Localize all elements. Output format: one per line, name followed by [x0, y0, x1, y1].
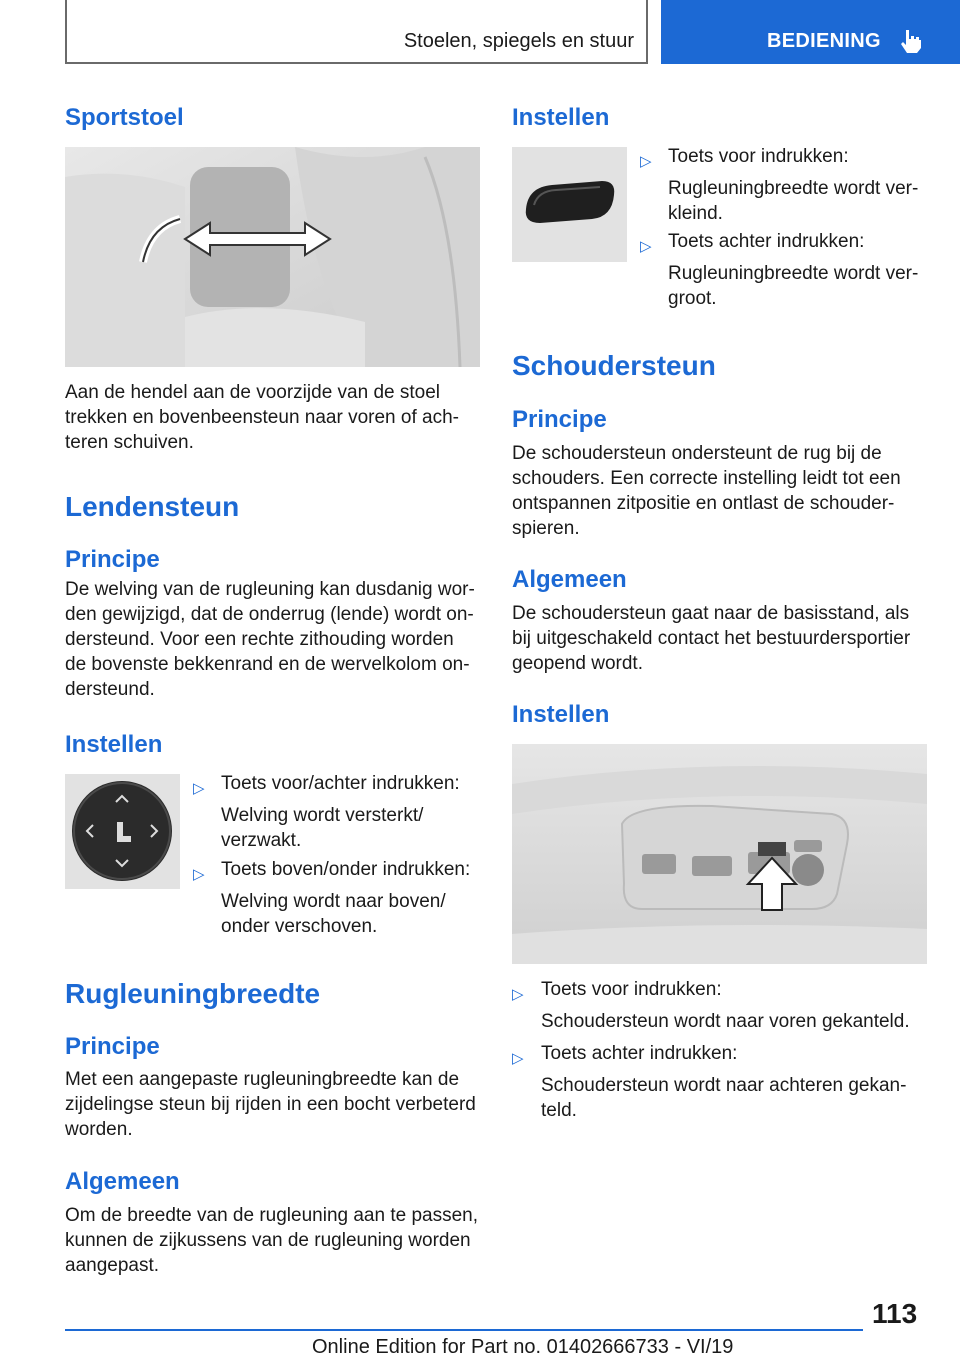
heading-principe: Principe [65, 546, 160, 573]
bullet-marker: ▷ [193, 866, 205, 883]
bullet-marker: ▷ [640, 153, 652, 170]
bullet-marker: ▷ [193, 780, 205, 797]
schoudersteun-algemeen-text [512, 601, 932, 676]
bullet-result: kleind. [668, 203, 723, 224]
width-button-image [512, 147, 627, 262]
bullet-result: Schoudersteun wordt naar voren gekanteld. [541, 1011, 910, 1032]
lendensteun-bullet-1 [221, 771, 483, 853]
bullet-action: Toets voor indrukken: [668, 146, 849, 167]
text-line: De welving van de rugleuning kan dusdanig wor- [65, 579, 475, 600]
rugleuningbreedte-principe-text [65, 1067, 485, 1142]
lendensteun-principe-text [65, 577, 485, 702]
bullet-result: Welving wordt naar boven/ [221, 891, 446, 912]
text-line: bij uitgeschakeld contact het bestuurdersportier [512, 628, 911, 649]
lendensteun-bullet-2 [221, 857, 483, 939]
bullet-result: groot. [668, 288, 717, 309]
text-line: geopend wordt. [512, 653, 643, 674]
page-number: 113 [872, 1298, 918, 1329]
text-line: dersteund. [65, 679, 155, 700]
bullet-marker: ▷ [512, 986, 524, 1003]
lumbar-control-image [65, 774, 180, 889]
text-line: De schoudersteun ondersteunt de rug bij de [512, 443, 882, 464]
bullet-action: Toets boven/onder indrukken: [221, 859, 471, 880]
bullet-action: Toets voor indrukken: [541, 979, 722, 1000]
schoudersteun-bullet-2 [541, 1041, 936, 1123]
heading-instellen: Instellen [512, 701, 610, 728]
text-line: kunnen de zijkussens van de rugleuning worden [65, 1230, 471, 1251]
heading-lendensteun: Lendensteun [65, 491, 240, 522]
bullet-result: onder verschoven. [221, 916, 378, 937]
bullet-result: teld. [541, 1100, 577, 1121]
text-line: teren schuiven. [65, 432, 194, 453]
heading-principe: Principe [65, 1033, 160, 1060]
heading-sportstoel: Sportstoel [65, 104, 184, 131]
text-line: aangepast. [65, 1255, 160, 1276]
footer-divider [65, 1329, 863, 1331]
text-line: trekken en bovenbeensteun naar voren of ach- [65, 407, 459, 428]
bullet-action: Toets achter indrukken: [541, 1043, 738, 1064]
text-line: Met een aangepaste rugleuningbreedte kan de [65, 1069, 460, 1090]
heading-schoudersteun: Schoudersteun [512, 350, 716, 381]
hand-pointer-icon [899, 28, 923, 54]
heading-algemeen: Algemeen [512, 566, 627, 593]
text-line: ontspannen zitpositie en ontlast de schouder- [512, 493, 895, 514]
chapter-tab[interactable] [661, 0, 960, 64]
text-line: Om de breedte van de rugleuning aan te passen, [65, 1205, 479, 1226]
bullet-marker: ▷ [512, 1050, 524, 1067]
chapter-tab-label: BEDIENING [767, 30, 881, 52]
running-header [65, 0, 648, 64]
instellen-bullet-1 [668, 144, 930, 226]
footer-edition: Online Edition for Part no. 01402666733 - VI/19 [312, 1336, 734, 1358]
heading-instellen: Instellen [65, 731, 163, 758]
sportstoel-text [65, 380, 485, 455]
schoudersteun-principe-text [512, 441, 932, 541]
instellen-bullet-2 [668, 229, 930, 311]
bullet-marker: ▷ [640, 238, 652, 255]
text-line: den gewijzigd, dat de onderrug (lende) wordt on- [65, 604, 474, 625]
text-line: worden. [65, 1119, 133, 1140]
bullet-action: Toets achter indrukken: [668, 231, 865, 252]
sport-seat-image [65, 147, 480, 367]
shoulder-seat-control-image [512, 744, 927, 964]
bullet-result: Rugleuningbreedte wordt ver- [668, 178, 919, 199]
text-line: zijdelingse steun bij rijden in een bocht verbeterd [65, 1094, 476, 1115]
bullet-result: Schoudersteun wordt naar achteren gekan- [541, 1075, 907, 1096]
text-line: De schoudersteun gaat naar de basisstand, als [512, 603, 910, 624]
bullet-result: verzwakt. [221, 830, 302, 851]
text-line: de bovenste bekkenrand en de wervelkolom on- [65, 654, 470, 675]
text-line: spieren. [512, 518, 580, 539]
rugleuningbreedte-algemeen-text [65, 1203, 485, 1278]
heading-rugleuningbreedte: Rugleuningbreedte [65, 978, 321, 1009]
bullet-result: Rugleuningbreedte wordt ver- [668, 263, 919, 284]
heading-algemeen: Algemeen [65, 1168, 180, 1195]
bullet-result: Welving wordt versterkt/ [221, 805, 424, 826]
bullet-action: Toets voor/achter indrukken: [221, 773, 460, 794]
section-title: Stoelen, spiegels en stuur [403, 30, 634, 52]
schoudersteun-bullet-1 [541, 977, 936, 1034]
heading-instellen: Instellen [512, 104, 610, 131]
heading-principe: Principe [512, 406, 607, 433]
text-line: Aan de hendel aan de voorzijde van de stoel [65, 382, 440, 403]
text-line: dersteund. Voor een rechte zithouding worden [65, 629, 454, 650]
text-line: schouders. Een correcte instelling leidt tot een [512, 468, 901, 489]
